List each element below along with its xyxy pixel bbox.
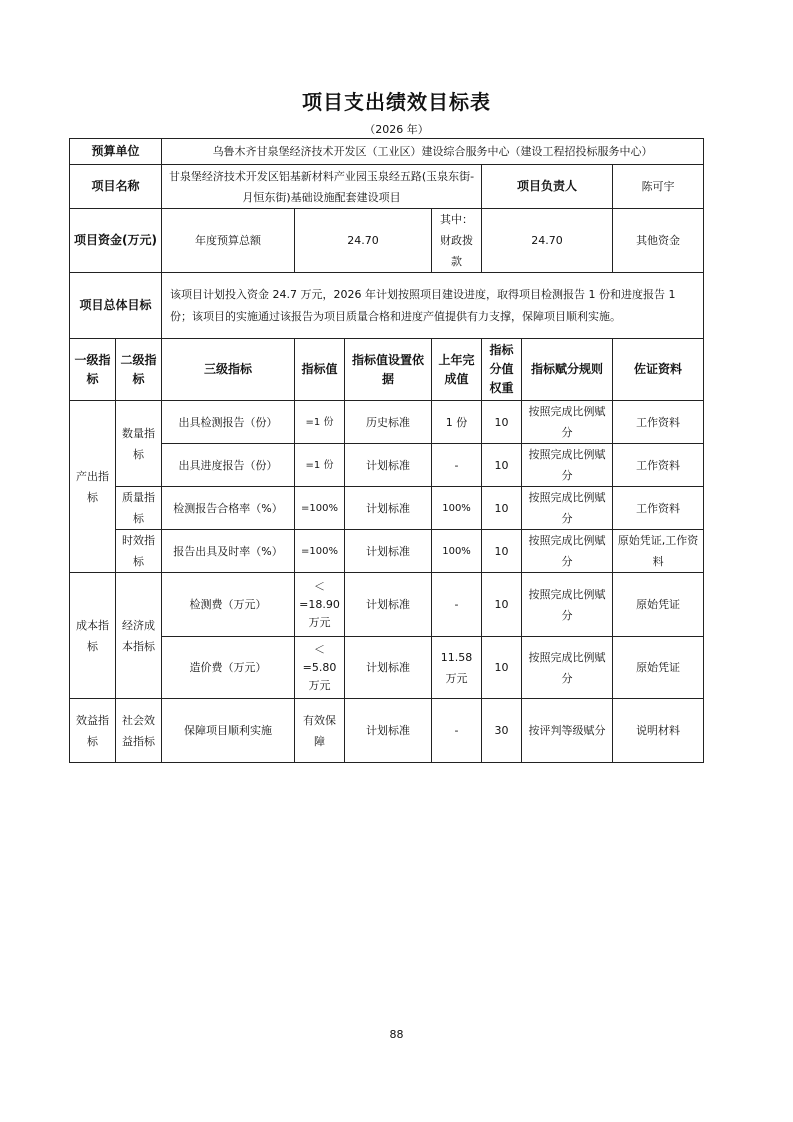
indicator-name: 检测费（万元） — [162, 573, 295, 637]
header-weight: 指标分值权重 — [482, 339, 522, 401]
indicator-basis: 计划标准 — [345, 487, 432, 530]
indicator-basis: 计划标准 — [345, 573, 432, 637]
subgroup-quantity: 数量指标 — [116, 401, 162, 487]
indicator-value: 有效保障 — [295, 699, 345, 763]
indicator-rule: 按照完成比例赋分 — [522, 401, 613, 444]
page-number: 88 — [389, 1028, 404, 1041]
subgroup-quality: 质量指标 — [116, 487, 162, 530]
indicator-rule: 按照完成比例赋分 — [522, 487, 613, 530]
indicator-header-row — [70, 339, 704, 401]
indicator-value: =1 份 — [295, 444, 345, 487]
indicator-last-year: 1 份 — [432, 401, 482, 444]
project-name-label: 项目名称 — [70, 165, 162, 209]
indicator-row — [70, 487, 704, 530]
indicator-value: =100% — [295, 530, 345, 573]
indicator-row — [70, 530, 704, 573]
overall-goal-row — [70, 273, 704, 339]
indicator-weight: 10 — [482, 637, 522, 699]
other-funds-label: 其他资金 — [613, 209, 704, 273]
indicator-last-year: 100% — [432, 530, 482, 573]
indicator-rule: 按照完成比例赋分 — [522, 444, 613, 487]
indicator-evidence: 原始凭证 — [613, 573, 704, 637]
fiscal-label: 其中：财政拨款 — [432, 209, 482, 273]
document-title: 项目支出绩效目标表 — [302, 90, 491, 114]
subgroup-social: 社会效益指标 — [116, 699, 162, 763]
indicator-value: =100% — [295, 487, 345, 530]
header-level3: 三级指标 — [162, 339, 295, 401]
indicator-name: 出具检测报告（份） — [162, 401, 295, 444]
annual-budget-value: 24.70 — [295, 209, 432, 273]
indicator-weight: 10 — [482, 444, 522, 487]
indicator-last-year: - — [432, 573, 482, 637]
indicator-name: 造价费（万元） — [162, 637, 295, 699]
header-scoring: 指标赋分规则 — [522, 339, 613, 401]
header-last-year: 上年完成值 — [432, 339, 482, 401]
indicator-evidence: 说明材料 — [613, 699, 704, 763]
performance-goal-table — [69, 138, 704, 763]
indicator-weight: 10 — [482, 487, 522, 530]
indicator-row — [70, 699, 704, 763]
document-year: （2026 年） — [364, 123, 429, 136]
annual-budget-label: 年度预算总额 — [162, 209, 295, 273]
indicator-evidence: 工作资料 — [613, 444, 704, 487]
indicator-last-year: - — [432, 444, 482, 487]
budget-unit-label: 预算单位 — [70, 139, 162, 165]
indicator-rule: 按照完成比例赋分 — [522, 573, 613, 637]
project-name-row — [70, 165, 704, 209]
project-leader-value: 陈可宇 — [613, 165, 704, 209]
indicator-weight: 10 — [482, 530, 522, 573]
indicator-name: 检测报告合格率（%） — [162, 487, 295, 530]
group-benefit: 效益指标 — [70, 699, 116, 763]
indicator-value: =1 份 — [295, 401, 345, 444]
indicator-rule: 按评判等级赋分 — [522, 699, 613, 763]
budget-unit-row — [70, 139, 704, 165]
indicator-evidence: 工作资料 — [613, 487, 704, 530]
indicator-evidence: 工作资料 — [613, 401, 704, 444]
project-leader-label: 项目负责人 — [482, 165, 613, 209]
header-evidence: 佐证资料 — [613, 339, 704, 401]
indicator-basis: 计划标准 — [345, 530, 432, 573]
indicator-last-year: 100% — [432, 487, 482, 530]
project-funds-row — [70, 209, 704, 273]
indicator-weight: 10 — [482, 573, 522, 637]
overall-goal-label: 项目总体目标 — [70, 273, 162, 339]
indicator-last-year: - — [432, 699, 482, 763]
budget-unit-value: 乌鲁木齐甘泉堡经济技术开发区（工业区）建设综合服务中心（建设工程招投标服务中心） — [162, 139, 704, 165]
fiscal-value: 24.70 — [482, 209, 613, 273]
indicator-row — [70, 573, 704, 637]
indicator-row — [70, 444, 704, 487]
header-level1: 一级指标 — [70, 339, 116, 401]
indicator-name: 报告出具及时率（%） — [162, 530, 295, 573]
header-value: 指标值 — [295, 339, 345, 401]
indicator-row — [70, 637, 704, 699]
indicator-last-year: 11.58 万元 — [432, 637, 482, 699]
indicator-value: ＜ =5.80 万元 — [295, 637, 345, 699]
header-basis: 指标值设置依据 — [345, 339, 432, 401]
subgroup-economic: 经济成本指标 — [116, 573, 162, 699]
indicator-weight: 10 — [482, 401, 522, 444]
indicator-evidence: 原始凭证,工作资料 — [613, 530, 704, 573]
indicator-basis: 历史标准 — [345, 401, 432, 444]
indicator-value: ＜ =18.90 万元 — [295, 573, 345, 637]
overall-goal-value: 该项目计划投入资金 24.7 万元，2026 年计划按照项目建设进度，取得项目检测报告 1 份和进度报告 1 份；该项目的实施通过该报告为项目质量合格和进度产值提供有力支撑，保障项目顺利实施。 — [162, 273, 704, 339]
indicator-basis: 计划标准 — [345, 444, 432, 487]
indicator-name: 保障项目顺利实施 — [162, 699, 295, 763]
indicator-rule: 按照完成比例赋分 — [522, 637, 613, 699]
indicator-rule: 按照完成比例赋分 — [522, 530, 613, 573]
funds-label: 项目资金(万元) — [70, 209, 162, 273]
project-name-value: 甘泉堡经济技术开发区铝基新材料产业园玉泉经五路(玉泉东街-月恒东街)基础设施配套建设项目 — [162, 165, 482, 209]
group-cost: 成本指标 — [70, 573, 116, 699]
indicator-basis: 计划标准 — [345, 637, 432, 699]
indicator-basis: 计划标准 — [345, 699, 432, 763]
indicator-row — [70, 401, 704, 444]
subgroup-timeliness: 时效指标 — [116, 530, 162, 573]
indicator-evidence: 原始凭证 — [613, 637, 704, 699]
group-output: 产出指标 — [70, 401, 116, 573]
indicator-weight: 30 — [482, 699, 522, 763]
header-level2: 二级指标 — [116, 339, 162, 401]
indicator-name: 出具进度报告（份） — [162, 444, 295, 487]
